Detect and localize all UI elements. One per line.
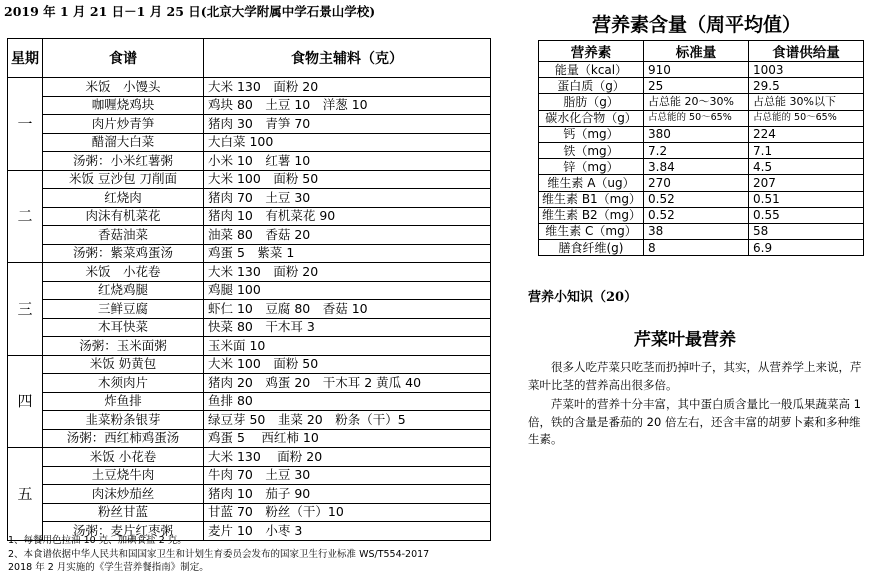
supply-value: 1003 <box>749 62 864 78</box>
standard-value: 8 <box>644 240 749 256</box>
ingredient-cell: 甘蓝 70 粉丝（干）10 <box>204 503 491 522</box>
menu-row <box>8 78 491 97</box>
day-cell: 五 <box>8 448 43 541</box>
tips-paragraph-1: 很多人吃芹菜只吃茎而扔掉叶子，其实，从营养学上来说，芹菜叶比茎的营养高出很多倍。 <box>528 360 862 392</box>
menu-body <box>8 78 491 541</box>
tips-body <box>528 359 868 451</box>
ingredient-cell: 大米 130 面粉 20 <box>204 78 491 97</box>
tips-heading: 营养小知识（20） <box>528 290 638 305</box>
ingredient-cell: 绿豆芽 50 韭菜 20 粉条（干）5 <box>204 411 491 430</box>
menu-row <box>8 189 491 208</box>
col-header-dish: 食谱 <box>43 39 204 78</box>
dish-cell: 汤粥：麦片红枣粥 <box>43 522 204 541</box>
ingredient-cell: 鸡蛋 5 西红柿 10 <box>204 429 491 448</box>
menu-row <box>8 503 491 522</box>
tips-title: 芹菜叶最营养 <box>634 330 736 350</box>
ingredient-cell: 鱼排 80 <box>204 392 491 411</box>
dish-cell: 香菇油菜 <box>43 226 204 245</box>
standard-value: 0.52 <box>644 207 749 223</box>
nutrient-name: 维生素 A（ug） <box>539 175 644 191</box>
dish-cell: 土豆烧牛肉 <box>43 466 204 485</box>
supply-value: 7.1 <box>749 142 864 158</box>
nutrition-row <box>539 78 864 94</box>
dish-cell: 木须肉片 <box>43 374 204 393</box>
ingredient-cell: 猪肉 70 土豆 30 <box>204 189 491 208</box>
nutrient-name: 膳食纤维(g) <box>539 240 644 256</box>
dish-cell: 肉沫炒茄丝 <box>43 485 204 504</box>
menu-row <box>8 318 491 337</box>
dish-cell: 红烧肉 <box>43 189 204 208</box>
nut-header-standard: 标准量 <box>644 41 749 62</box>
ingredient-cell: 玉米面 10 <box>204 337 491 356</box>
dish-cell: 米饭 小馒头 <box>43 78 204 97</box>
nutrition-row <box>539 207 864 223</box>
menu-row <box>8 485 491 504</box>
nutrition-title: 营养素含量（周平均值） <box>592 14 802 36</box>
nutrition-row <box>539 62 864 78</box>
nutrient-name: 蛋白质（g） <box>539 78 644 94</box>
dish-cell: 咖喱烧鸡块 <box>43 96 204 115</box>
nutrition-row <box>539 142 864 158</box>
dish-cell: 汤粥：紫菜鸡蛋汤 <box>43 244 204 263</box>
standard-value: 占总能的 50～65% <box>644 110 749 126</box>
dish-cell: 米饭 小花卷 <box>43 263 204 282</box>
nutrient-name: 脂肪（g） <box>539 94 644 110</box>
standard-value: 0.52 <box>644 191 749 207</box>
supply-value: 207 <box>749 175 864 191</box>
menu-row <box>8 429 491 448</box>
dish-cell: 汤粥：西红柿鸡蛋汤 <box>43 429 204 448</box>
supply-value: 6.9 <box>749 240 864 256</box>
menu-row <box>8 115 491 134</box>
menu-row <box>8 133 491 152</box>
tips-paragraph-2: 芹菜叶的营养十分丰富，其中蛋白质含量比一般瓜果蔬菜高 1 倍，铁的含量是番茄的 20 倍左右，还含丰富的胡萝卜素和多种维生素。 <box>528 397 861 446</box>
standard-value: 270 <box>644 175 749 191</box>
ingredient-cell: 小米 10 红薯 10 <box>204 152 491 171</box>
dish-cell: 米饭 小花卷 <box>43 448 204 467</box>
nutrition-row <box>539 94 864 110</box>
ingredient-cell: 快菜 80 干木耳 3 <box>204 318 491 337</box>
nutrition-row <box>539 223 864 239</box>
dish-cell: 木耳快菜 <box>43 318 204 337</box>
menu-row <box>8 300 491 319</box>
standard-value: 380 <box>644 126 749 142</box>
nutrient-name: 维生素 B1（mg） <box>539 191 644 207</box>
col-header-ingredients: 食物主辅料（克） <box>204 39 491 78</box>
nutrition-row <box>539 175 864 191</box>
ingredient-cell: 大米 100 面粉 50 <box>204 355 491 374</box>
nutrient-name: 锌（mg） <box>539 159 644 175</box>
supply-value: 0.51 <box>749 191 864 207</box>
day-cell: 三 <box>8 263 43 356</box>
dish-cell: 米饭 豆沙包 刀削面 <box>43 170 204 189</box>
supply-value: 占总能的 50～65% <box>749 110 864 126</box>
footer-note-2: 2、本食谱依据中华人民共和国国家卫生和计划生育委员会发布的国家卫生行业标准 WS/T554-2017 <box>8 549 430 560</box>
supply-value: 224 <box>749 126 864 142</box>
standard-value: 3.84 <box>644 159 749 175</box>
dish-cell: 红烧鸡腿 <box>43 281 204 300</box>
standard-value: 910 <box>644 62 749 78</box>
menu-row <box>8 337 491 356</box>
standard-value: 占总能 20～30% <box>644 94 749 110</box>
col-header-day: 星期 <box>8 39 43 78</box>
ingredient-cell: 大白菜 100 <box>204 133 491 152</box>
standard-value: 7.2 <box>644 142 749 158</box>
nutrient-name: 碳水化合物（g） <box>539 110 644 126</box>
ingredient-cell: 鸡腿 100 <box>204 281 491 300</box>
nutrient-name: 能量（kcal） <box>539 62 644 78</box>
ingredient-cell: 油菜 80 香菇 20 <box>204 226 491 245</box>
menu-table <box>7 38 491 541</box>
dish-cell: 肉沫有机菜花 <box>43 207 204 226</box>
ingredient-cell: 猪肉 10 茄子 90 <box>204 485 491 504</box>
menu-row <box>8 96 491 115</box>
menu-row <box>8 374 491 393</box>
nutrition-row <box>539 110 864 126</box>
supply-value: 占总能 30%以下 <box>749 94 864 110</box>
day-cell: 一 <box>8 78 43 171</box>
dish-cell: 韭菜粉条银芽 <box>43 411 204 430</box>
ingredient-cell: 猪肉 10 有机菜花 90 <box>204 207 491 226</box>
menu-row <box>8 207 491 226</box>
menu-row <box>8 466 491 485</box>
nutrient-name: 维生素 B2（mg） <box>539 207 644 223</box>
nutrition-row <box>539 159 864 175</box>
ingredient-cell: 鸡块 80 土豆 10 洋葱 10 <box>204 96 491 115</box>
ingredient-cell: 虾仁 10 豆腐 80 香菇 10 <box>204 300 491 319</box>
supply-value: 58 <box>749 223 864 239</box>
menu-row <box>8 355 491 374</box>
menu-row <box>8 170 491 189</box>
supply-value: 0.55 <box>749 207 864 223</box>
nutrition-table <box>538 40 864 256</box>
menu-row <box>8 263 491 282</box>
ingredient-cell: 猪肉 20 鸡蛋 20 干木耳 2 黄瓜 40 <box>204 374 491 393</box>
menu-row <box>8 392 491 411</box>
page-title: 2019 年 1 月 21 日－1 月 25 日(北京大学附属中学石景山学校) <box>4 4 376 19</box>
dish-cell: 醋溜大白菜 <box>43 133 204 152</box>
dish-cell: 米饭 奶黄包 <box>43 355 204 374</box>
menu-row <box>8 448 491 467</box>
dish-cell: 汤粥：小米红薯粥 <box>43 152 204 171</box>
ingredient-cell: 猪肉 30 青笋 70 <box>204 115 491 134</box>
nut-header-supply: 食谱供给量 <box>749 41 864 62</box>
ingredient-cell: 大米 100 面粉 50 <box>204 170 491 189</box>
dish-cell: 炸鱼排 <box>43 392 204 411</box>
day-cell: 四 <box>8 355 43 448</box>
menu-row <box>8 281 491 300</box>
standard-value: 25 <box>644 78 749 94</box>
menu-row <box>8 152 491 171</box>
nutrition-body <box>539 62 864 256</box>
dish-cell: 三鲜豆腐 <box>43 300 204 319</box>
dish-cell: 肉片炒青笋 <box>43 115 204 134</box>
footer-note-1: 1、每餐用色拉油 10 克、加碘食盐 2 克。 <box>8 535 187 546</box>
ingredient-cell: 大米 130 面粉 20 <box>204 263 491 282</box>
dish-cell: 汤粥：玉米面粥 <box>43 337 204 356</box>
ingredient-cell: 大米 130 面粉 20 <box>204 448 491 467</box>
nutrient-name: 钙（mg） <box>539 126 644 142</box>
nutrient-name: 铁（mg） <box>539 142 644 158</box>
nut-header-nutrient: 营养素 <box>539 41 644 62</box>
nutrition-row <box>539 191 864 207</box>
ingredient-cell: 牛肉 70 土豆 30 <box>204 466 491 485</box>
day-cell: 二 <box>8 170 43 263</box>
footer-note-3: 2018 年 2 月实施的《学生营养餐指南》制定。 <box>8 562 209 573</box>
supply-value: 29.5 <box>749 78 864 94</box>
menu-row <box>8 411 491 430</box>
nutrition-row <box>539 126 864 142</box>
nutrient-name: 维生素 C（mg） <box>539 223 644 239</box>
ingredient-cell: 鸡蛋 5 紫菜 1 <box>204 244 491 263</box>
menu-row <box>8 244 491 263</box>
ingredient-cell: 麦片 10 小枣 3 <box>204 522 491 541</box>
standard-value: 38 <box>644 223 749 239</box>
dish-cell: 粉丝甘蓝 <box>43 503 204 522</box>
menu-row <box>8 226 491 245</box>
supply-value: 4.5 <box>749 159 864 175</box>
nutrition-row <box>539 240 864 256</box>
